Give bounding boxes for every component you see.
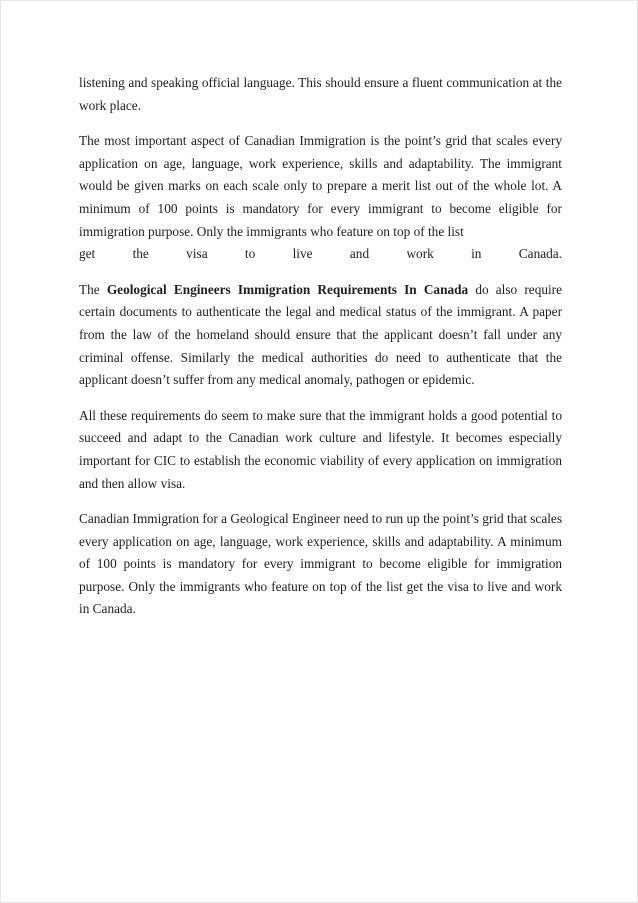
document-body: [79, 72, 562, 634]
paragraph-3: [79, 279, 562, 392]
paragraph-5: [79, 508, 562, 621]
paragraph-4: [79, 405, 562, 495]
paragraph-2-text: The most important aspect of Canadian Immigration is the point’s grid that scales every application on age, language, work experience, skills and adaptability. The immigrant would be given marks on each scale only to prepare a merit list out of the whole lot. A minimum of 100 points is mandatory for every immigrant to become eligible for immigration purpose. Only the immigrants who feature on top of the list: [79, 133, 562, 239]
paragraph-3-suffix: do also require certain documents to authenticate the legal and medical status of the immigrant. A paper from the law of the homeland should ensure that the applicant doesn’t fall under any criminal offense. Similarly the medical authorities do need to authenticate that the applicant doesn’t suffer from any medical anomaly, pathogen or epidemic.: [79, 281, 563, 388]
paragraph-1-text: listening and speaking official language. This should ensure a fluent communication at the work place.: [79, 75, 562, 113]
keyword-link-text: Geological Engineers Immigration Requirements In Canada: [106, 281, 469, 297]
paragraph-2: [79, 130, 562, 266]
paragraph-3-prefix: The: [79, 281, 107, 297]
paragraph-4-text: All these requirements do seem to make sure that the immigrant holds a good potential to succeed and adapt to the Canadian work culture and lifestyle. It becomes especially important for CIC to establish the economic viability of every application on immigration and then allow visa.: [79, 407, 562, 491]
paragraph-5-text: Canadian Immigration for a Geological Engineer need to run up the point’s grid that scales every application on age, language, work experience, skills and adaptability. A minimum of 100 points is mandatory for every immigrant to become eligible for immigration purpose. Only the immigrants who feature on top of the list get the visa to live and work in Canada.: [79, 511, 562, 617]
paragraph-1: [79, 72, 562, 117]
paragraph-2-last-line: get the visa to live and work in Canada.: [79, 246, 562, 262]
